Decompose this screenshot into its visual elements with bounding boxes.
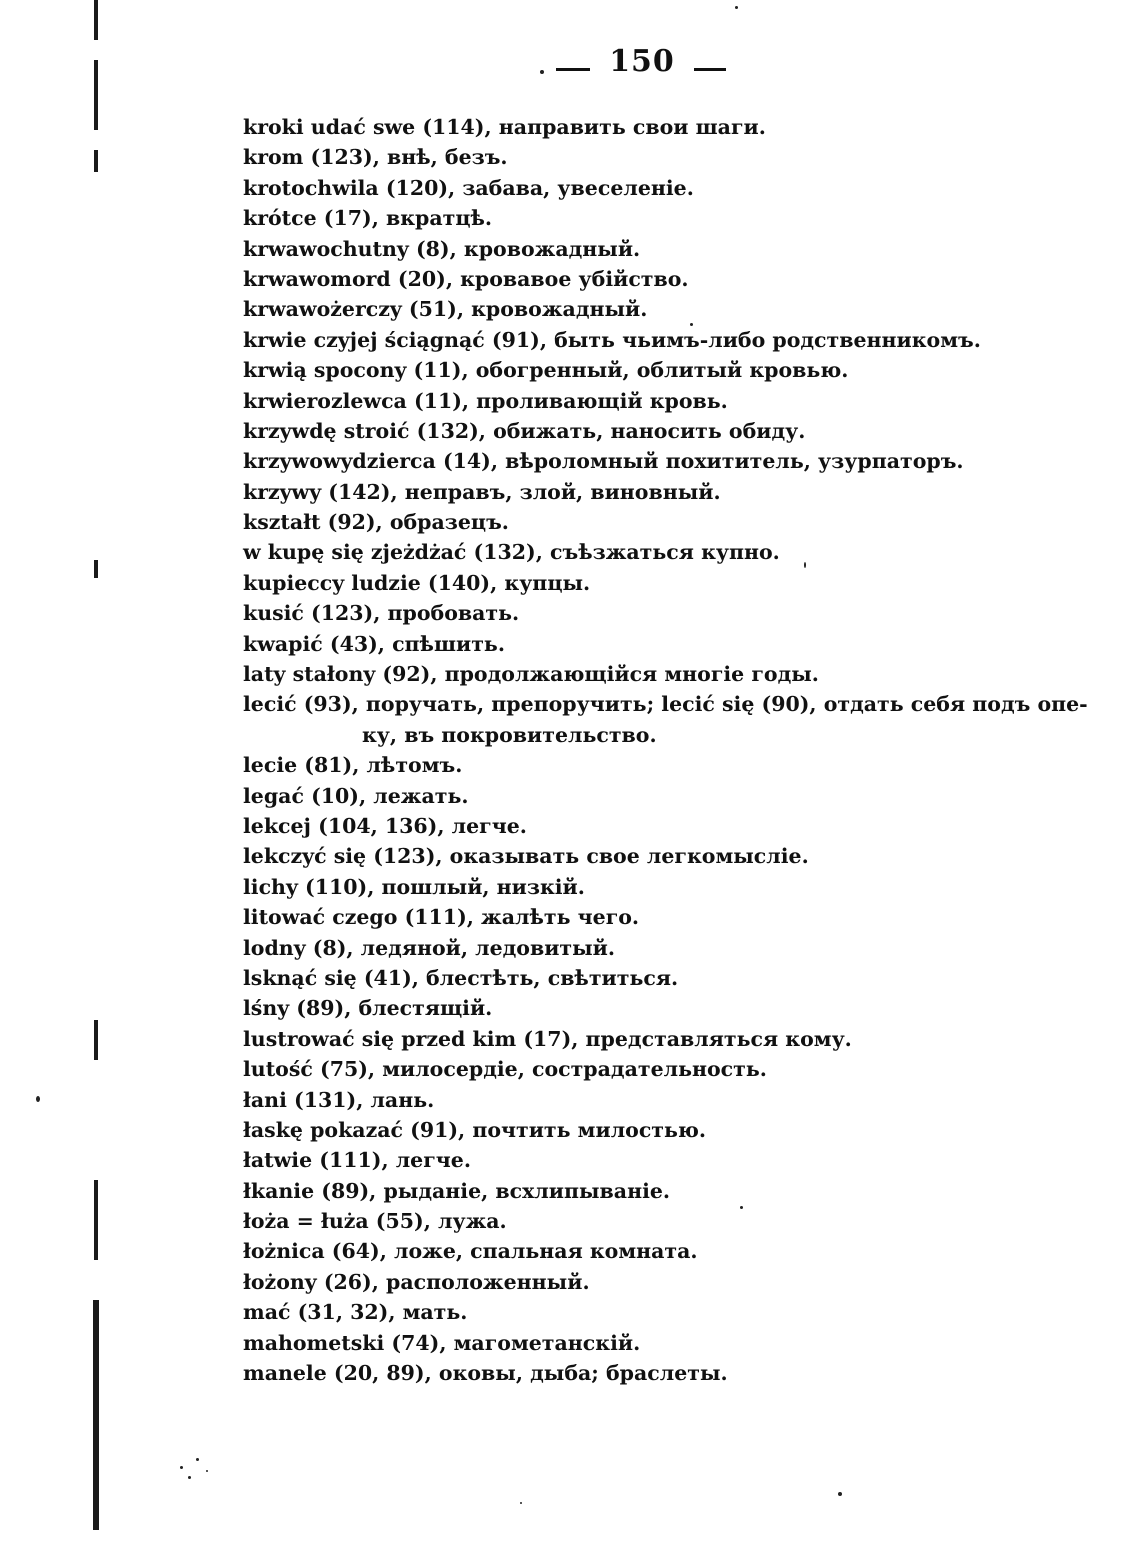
print-speck (520, 1502, 522, 1504)
glossary-entry: legać (10), лежать. (243, 783, 469, 808)
glossary-entry: krwie czyjej ściągnąć (91), быть чьимъ-либо родственникомъ. (243, 327, 981, 352)
glossary-entry: lekczyć się (123), оказывать свое легкомысліе. (243, 844, 809, 869)
glossary-entry: laty stałony (92), продолжающійся многіе годы. (243, 662, 819, 687)
glossary-entry: łożony (26), расположенный. (243, 1269, 590, 1294)
glossary-entry: lśny (89), блестящій. (243, 996, 493, 1021)
glossary-entries (243, 112, 1103, 1388)
print-speck (188, 1476, 191, 1479)
glossary-entry: krwawochutny (8), кровожадный. (243, 236, 641, 261)
glossary-entry: krótce (17), вкратцѣ. (243, 206, 493, 231)
glossary-entry: krzywy (142), неправъ, злой, виновный. (243, 479, 721, 504)
glossary-entry: łożnica (64), ложе, спальная комната. (243, 1239, 698, 1264)
glossary-entry: lodny (8), ледяной, ледовитый. (243, 935, 616, 960)
glossary-entry: lichy (110), пошлый, низкій. (243, 874, 585, 899)
print-speck (540, 70, 544, 74)
glossary-entry: kupieccy ludzie (140), купцы. (243, 570, 591, 595)
glossary-entry: krwierozlewca (11), проливающій кровь. (243, 388, 728, 413)
print-speck (36, 1096, 40, 1102)
glossary-entry: kusić (123), пробовать. (243, 601, 520, 626)
glossary-entry: krotochwila (120), забава, увеселеніе. (243, 175, 694, 200)
glossary-entry: krwawomord (20), кровавое убійство. (243, 266, 689, 291)
glossary-entry: lecić (93), поручать, препоручить; lecić się (90), отдать себя подъ опе- (243, 692, 1088, 717)
print-speck (838, 1492, 842, 1496)
glossary-entry: mać (31, 32), мать. (243, 1300, 468, 1325)
print-speck (206, 1470, 208, 1472)
glossary-entry: krzywowydzierca (14), вѣроломный похититель, узурпаторъ. (243, 449, 964, 474)
print-speck (735, 6, 738, 9)
glossary-entry: krzywdę stroić (132), обижать, наносить обиду. (243, 418, 806, 443)
glossary-entry: lsknąć się (41), блестѣть, свѣтиться. (243, 965, 679, 990)
glossary-entry: lekcej (104, 136), легче. (243, 813, 527, 838)
glossary-entry: kroki udać swe (114), направить свои шаги. (243, 115, 766, 139)
glossary-entry: w kupę się zjeżdżać (132), съѣзжаться купно. (243, 540, 780, 565)
print-speck (180, 1466, 183, 1469)
glossary-entry: łani (131), лань. (243, 1087, 435, 1112)
glossary-entry: łkanie (89), рыданіе, всхлипываніе. (243, 1178, 671, 1203)
glossary-entry: lutość (75), милосердіе, сострадательность. (243, 1057, 767, 1082)
print-speck (804, 562, 806, 568)
print-speck (740, 1206, 743, 1209)
header-dash-left (556, 68, 590, 71)
glossary-entry: litować czego (111), жалѣть чего. (243, 905, 640, 930)
glossary-entry: krom (123), внѣ, безъ. (243, 145, 508, 170)
glossary-entry: lecie (81), лѣтомъ. (243, 753, 463, 778)
print-speck (196, 1458, 199, 1461)
page-number: 150 (609, 44, 675, 79)
glossary-entry-continuation: ку, въ покровительство. (362, 722, 657, 747)
glossary-entry: lustrować się przed kim (17), представляться кому. (243, 1026, 852, 1051)
print-speck (690, 323, 693, 326)
glossary-entry: krwawożerczy (51), кровожадный. (243, 297, 648, 322)
page-gutter-edge (86, 0, 108, 1567)
glossary-entry: krwią spocony (11), обогренный, облитый кровью. (243, 358, 849, 383)
glossary-entry: mahometski (74), магометанскій. (243, 1330, 641, 1355)
glossary-entry: łaskę pokazać (91), почтить милостью. (243, 1117, 707, 1142)
glossary-entry: kwapić (43), спѣшить. (243, 631, 505, 656)
glossary-entry: kształt (92), образецъ. (243, 510, 509, 535)
glossary-entry: łatwie (111), легче. (243, 1148, 471, 1173)
glossary-entry: łoża = łuża (55), лужа. (243, 1209, 507, 1234)
glossary-entry: manele (20, 89), оковы, дыба; браслеты. (243, 1361, 728, 1386)
header-dash-right (694, 68, 726, 71)
page-header (0, 44, 1140, 88)
